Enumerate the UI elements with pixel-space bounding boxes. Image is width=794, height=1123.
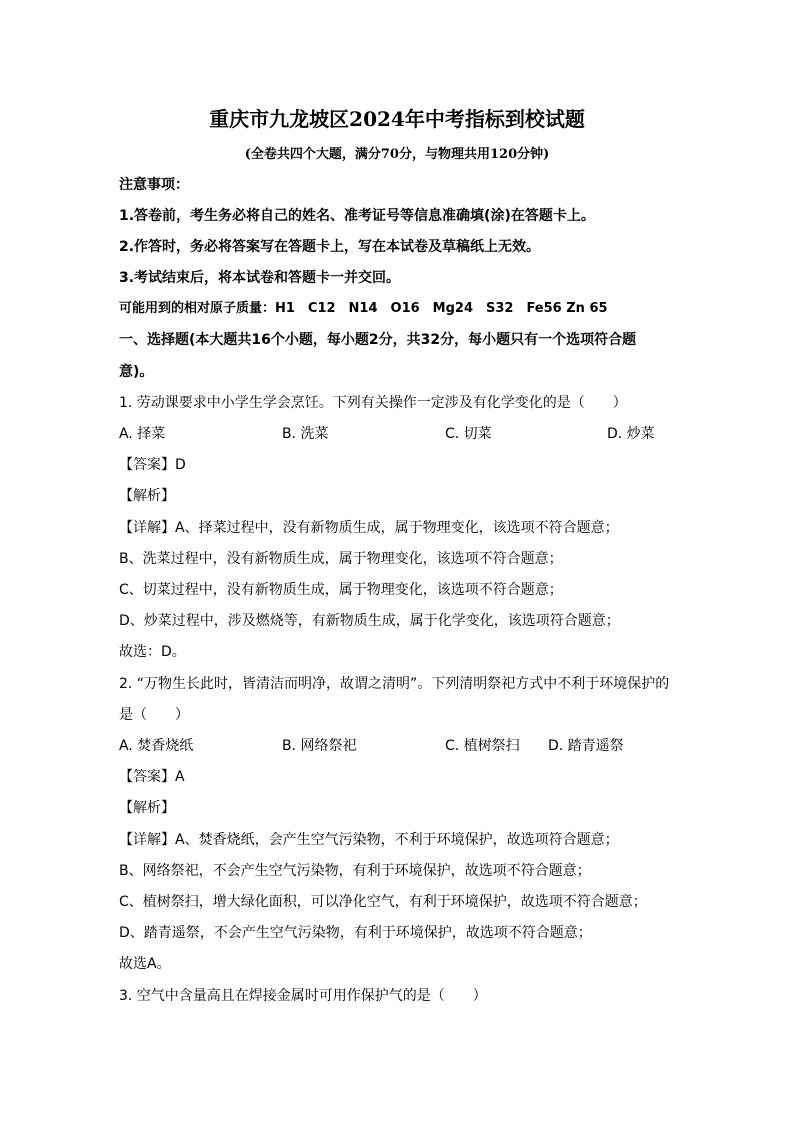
question-1-answer: 【答案】D <box>119 457 186 473</box>
question-3-stem: 3. 空气中含量高且在焊接金属时可用作保护气的是（ ） <box>119 988 487 1004</box>
question-2-detail-4: D、踏青遥祭，不会产生空气污染物，有利于环境保护，故选项不符合题意； <box>119 925 592 941</box>
question-1-detail-4: D、炒菜过程中，涉及燃烧等，有新物质生成，属于化学变化，该选项符合题意； <box>119 613 620 629</box>
notice-heading: 注意事项： <box>119 177 189 193</box>
question-2-stem-line-1: 2. “万物生长此时，皆清洁而明净，故谓之清明”。下列清明祭祀方式中不利于环境保护的 <box>119 676 670 692</box>
atomic-mass-line: 可能用到的相对原子质量：H1 C12 N14 O16 Mg24 S32 Fe56 Zn 65 <box>119 301 608 316</box>
question-1-option-b: B. 洗菜 <box>282 426 329 442</box>
question-1-detail-1: 【详解】A、择菜过程中，没有新物质生成，属于物理变化，该选项不符合题意； <box>119 520 619 536</box>
question-1-option-d: D. 炒菜 <box>607 426 655 442</box>
question-2-analysis-label: 【解析】 <box>119 800 175 816</box>
notice-item-1: 1.答卷前，考生务必将自己的姓名、准考证号等信息准确填(涂)在答题卡上。 <box>119 208 595 224</box>
question-1-detail-2: B、洗菜过程中，没有新物质生成，属于物理变化，该选项不符合题意； <box>119 551 563 567</box>
question-2-option-b: B. 网络祭祀 <box>282 738 357 754</box>
notice-item-2: 2.作答时，务必将答案写在答题卡上，写在本试卷及草稿纸上无效。 <box>119 239 541 255</box>
question-1-option-a: A. 择菜 <box>119 426 166 442</box>
question-2-option-c: C. 植树祭扫 <box>445 738 520 754</box>
question-1-stem: 1. 劳动课要求中小学生学会烹饪。下列有关操作一定涉及有化学变化的是（ ） <box>119 395 627 411</box>
question-2-answer: 【答案】A <box>119 769 185 785</box>
question-1-analysis-label: 【解析】 <box>119 488 175 504</box>
question-2-stem-line-2: 是（ ） <box>119 707 189 723</box>
question-2-detail-2: B、网络祭祀，不会产生空气污染物，有利于环境保护，故选项不符合题意； <box>119 863 591 879</box>
question-1-option-c: C. 切菜 <box>445 426 492 442</box>
question-2-detail-1: 【详解】A、焚香烧纸，会产生空气污染物，不利于环境保护，故选项符合题意； <box>119 832 619 848</box>
section-heading-line-2: 意)。 <box>119 364 154 380</box>
question-2-detail-3: C、植树祭扫，增大绿化面积，可以净化空气，有利于环境保护，故选项不符合题意； <box>119 894 647 910</box>
section-heading-line-1: 一、选择题(本大题共16个小题，每小题2分，共32分，每小题只有一个选项符合题 <box>119 332 637 348</box>
question-2-option-d: D. 踏青遥祭 <box>548 738 624 754</box>
notice-item-3: 3.考试结束后，将本试卷和答题卡一并交回。 <box>119 270 401 286</box>
question-1-detail-3: C、切菜过程中，没有新物质生成，属于物理变化，该选项不符合题意； <box>119 582 563 598</box>
page-subtitle: (全卷共四个大题，满分70分，与物理共用120分钟) <box>244 147 550 162</box>
question-1-conclusion: 故选：D。 <box>119 644 186 660</box>
question-2-conclusion: 故选A。 <box>119 956 171 972</box>
page-title: 重庆市九龙坡区2024年中考指标到校试题 <box>209 107 585 131</box>
question-2-option-a: A. 焚香烧纸 <box>119 738 194 754</box>
